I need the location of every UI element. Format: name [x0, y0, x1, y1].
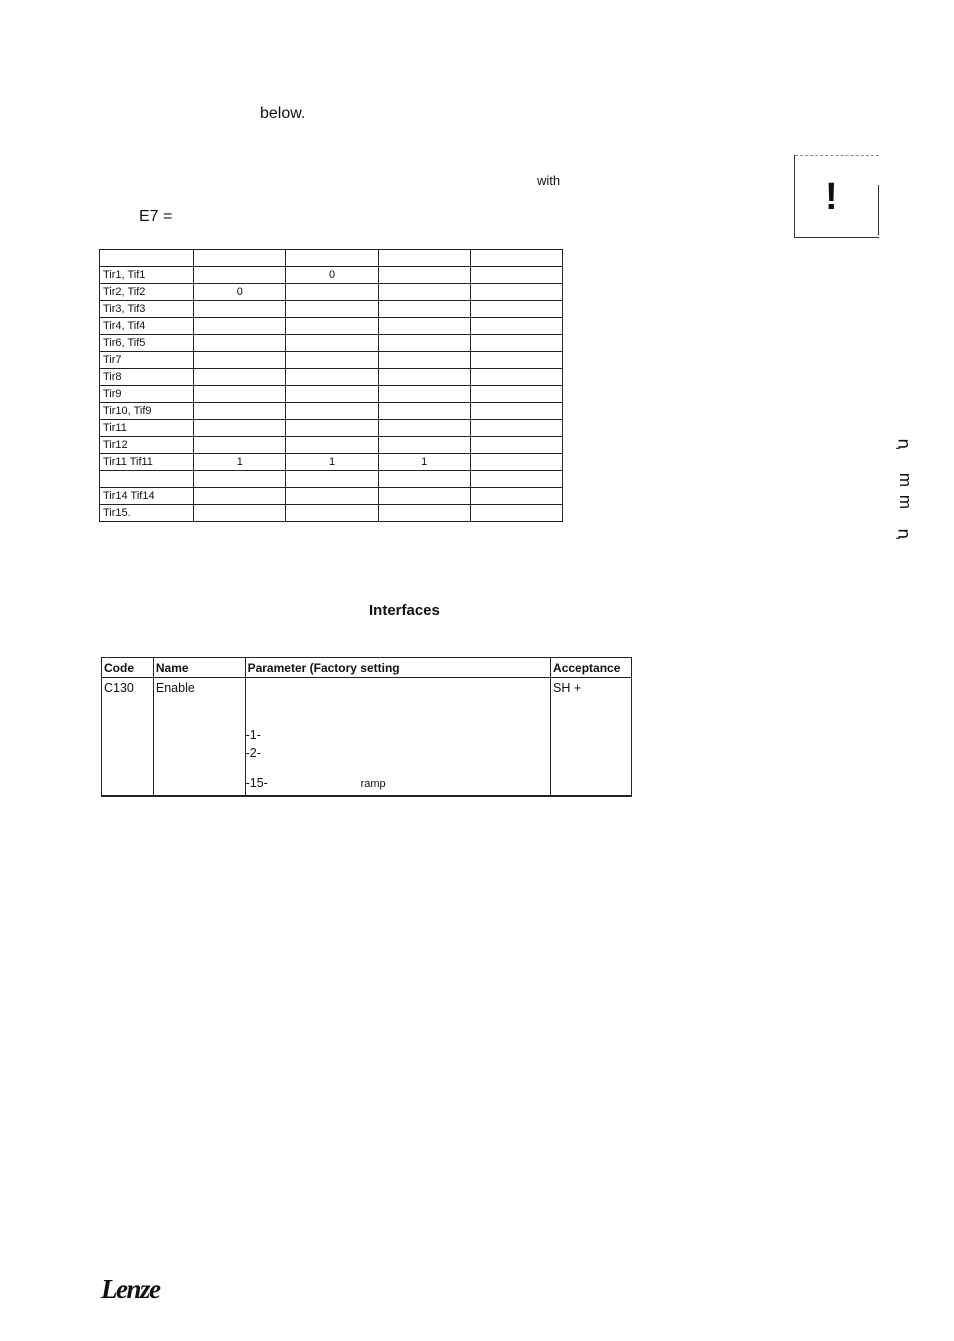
transition-cell — [286, 250, 378, 267]
transition-cell — [470, 284, 562, 301]
transition-cell — [470, 335, 562, 352]
transition-cell — [378, 369, 470, 386]
transition-label: Tir11 — [100, 420, 194, 437]
transition-cell — [286, 420, 378, 437]
transition-cell — [470, 471, 562, 488]
transition-label: Tir14 Tif14 — [100, 488, 194, 505]
param-1: -1- — [245, 728, 261, 742]
transition-row — [100, 250, 563, 267]
transition-cell — [470, 437, 562, 454]
col-acceptance: Acceptance — [551, 658, 632, 678]
transition-cell — [286, 284, 378, 301]
transition-cell — [378, 437, 470, 454]
transition-cell — [194, 420, 286, 437]
transition-cell — [378, 318, 470, 335]
transition-cell — [378, 267, 470, 284]
parameter-cell — [245, 678, 550, 797]
transition-cell — [470, 369, 562, 386]
transition-cell — [470, 505, 562, 522]
transition-cell — [286, 488, 378, 505]
transition-cell — [194, 335, 286, 352]
transition-cell — [378, 471, 470, 488]
transition-cell — [286, 386, 378, 403]
transition-cell — [286, 437, 378, 454]
transition-cell — [194, 471, 286, 488]
transition-cell — [194, 352, 286, 369]
transition-cell — [194, 369, 286, 386]
transition-cell — [470, 420, 562, 437]
transition-label: Tir3, Tif3 — [100, 301, 194, 318]
transition-cell — [470, 301, 562, 318]
transition-label: Tir8 — [100, 369, 194, 386]
transition-cell: 1 — [286, 454, 378, 471]
transition-cell — [470, 403, 562, 420]
transition-cell — [286, 301, 378, 318]
lenze-logo: Lenze — [101, 1274, 160, 1304]
transition-cell — [194, 318, 286, 335]
transition-row — [100, 284, 563, 301]
side-char-3: m — [896, 494, 916, 510]
transition-cell — [470, 454, 562, 471]
param-15: -15- — [245, 776, 268, 790]
transition-cell — [470, 352, 562, 369]
code-cell: C130 — [102, 678, 154, 797]
transition-cell — [286, 471, 378, 488]
transition-cell — [286, 352, 378, 369]
transition-row — [100, 386, 563, 403]
transition-cell — [378, 488, 470, 505]
transition-row — [100, 488, 563, 505]
side-char-2: m — [896, 472, 916, 488]
transition-table — [99, 249, 563, 522]
transition-cell — [378, 386, 470, 403]
param-ramp: ramp — [360, 778, 386, 790]
transition-cell: 0 — [286, 267, 378, 284]
section-heading: Interfaces — [369, 602, 440, 619]
transition-cell — [378, 420, 470, 437]
intro-e7: E7 = — [139, 208, 173, 225]
transition-row — [100, 352, 563, 369]
transition-cell: 1 — [194, 454, 286, 471]
acceptance-cell: SH + — [551, 678, 632, 797]
transition-cell: 1 — [378, 454, 470, 471]
transition-label: Tir10, Tif9 — [100, 403, 194, 420]
transition-cell — [286, 335, 378, 352]
param-2: -2- — [245, 746, 261, 760]
intro-below: below. — [260, 105, 306, 122]
transition-label: Tir15. — [100, 505, 194, 522]
transition-row — [100, 420, 563, 437]
transition-cell — [194, 250, 286, 267]
transition-cell — [194, 403, 286, 420]
transition-cell — [194, 301, 286, 318]
transition-label — [100, 471, 194, 488]
transition-row — [100, 318, 563, 335]
transition-row — [100, 267, 563, 284]
col-parameter: Parameter (Factory setting — [245, 658, 550, 678]
transition-label: Tir11 Tif11 — [100, 454, 194, 471]
transition-cell — [286, 505, 378, 522]
intro-with: with — [537, 173, 561, 188]
transition-label: Tir9 — [100, 386, 194, 403]
transition-cell — [470, 267, 562, 284]
transition-row — [100, 301, 563, 318]
transition-cell — [378, 335, 470, 352]
transition-cell — [378, 505, 470, 522]
transition-label: Tir12 — [100, 437, 194, 454]
transition-row — [100, 403, 563, 420]
transition-row — [100, 335, 563, 352]
transition-cell — [470, 488, 562, 505]
col-code: Code — [102, 658, 154, 678]
transition-cell — [286, 318, 378, 335]
transition-cell: 0 — [194, 284, 286, 301]
transition-cell — [286, 369, 378, 386]
transition-cell — [378, 284, 470, 301]
transition-cell — [470, 386, 562, 403]
code-table — [101, 657, 632, 797]
transition-row — [100, 505, 563, 522]
transition-label — [100, 250, 194, 267]
transition-cell — [378, 352, 470, 369]
transition-cell — [194, 505, 286, 522]
transition-row — [100, 454, 563, 471]
transition-cell — [286, 403, 378, 420]
transition-label: Tir7 — [100, 352, 194, 369]
transition-cell — [194, 488, 286, 505]
exclamation-icon: ! — [825, 176, 838, 218]
transition-row — [100, 471, 563, 488]
col-name: Name — [153, 658, 245, 678]
transition-label: Tir2, Tif2 — [100, 284, 194, 301]
transition-cell — [194, 267, 286, 284]
transition-cell — [194, 437, 286, 454]
transition-label: Tir4, Tif4 — [100, 318, 194, 335]
transition-label: Tir1, Tif1 — [100, 267, 194, 284]
side-char-1: ꞑ — [894, 438, 914, 450]
transition-cell — [194, 386, 286, 403]
transition-row — [100, 369, 563, 386]
transition-cell — [378, 250, 470, 267]
name-cell: Enable — [153, 678, 245, 797]
transition-cell — [470, 318, 562, 335]
transition-cell — [378, 301, 470, 318]
transition-row — [100, 437, 563, 454]
transition-cell — [470, 250, 562, 267]
transition-cell — [378, 403, 470, 420]
transition-label: Tir6, Tif5 — [100, 335, 194, 352]
side-char-4: ꞑ — [894, 528, 914, 540]
